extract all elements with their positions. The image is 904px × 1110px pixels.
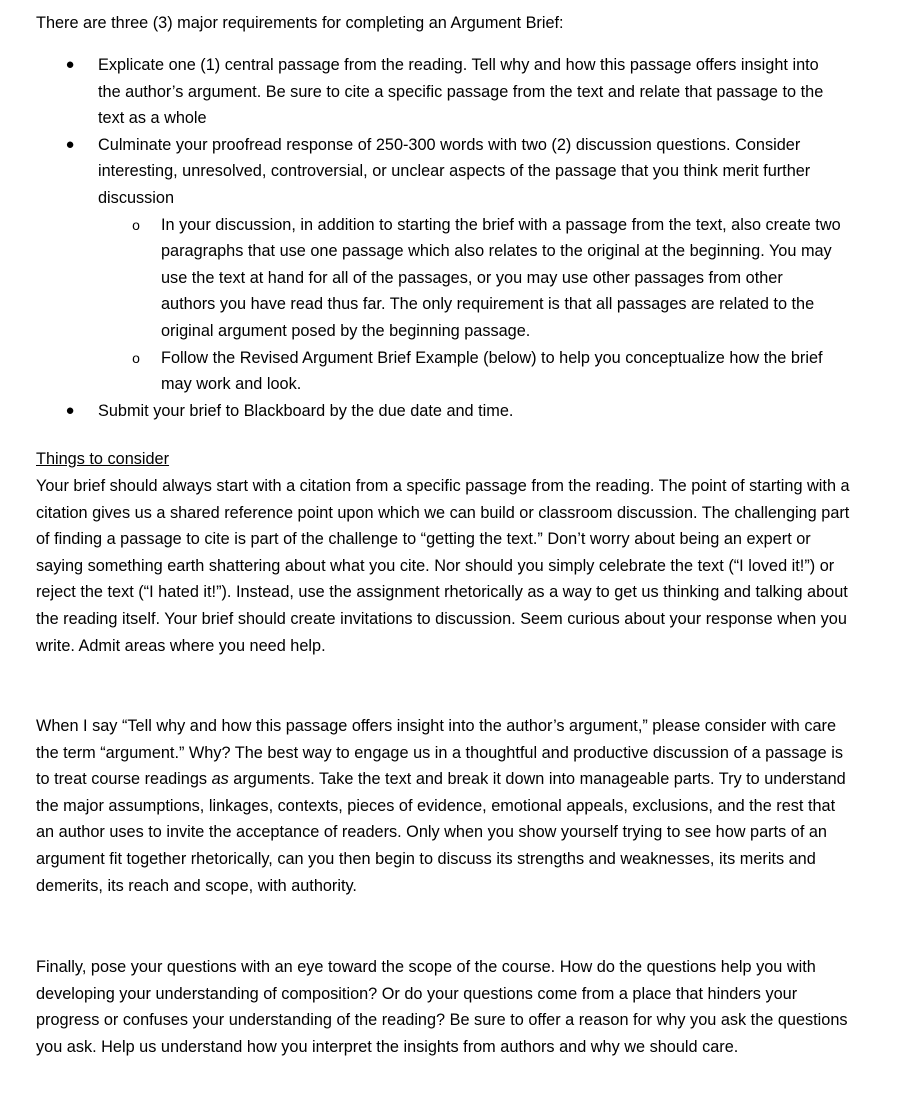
- intro-text: There are three (3) major requirements for completing an Argument Brief:: [36, 14, 564, 32]
- requirement-text: Explicate one (1) central passage from the reading. Tell why and how this passage offers insight into the author’s argument. Be sure to cite a specific passage from the text and relate that passage to the text as a whole: [98, 56, 824, 128]
- requirement-text: Submit your brief to Blackboard by the due date and time.: [98, 401, 514, 420]
- paragraph-text: When I say “Tell why and how this passage offers insight into the author’s argument,” please consider with care the term “argument.” Why? The best way to engage us in a thoughtful and productive discussion of a passage is to treat course readings: [36, 717, 843, 789]
- bullet-icon: ●: [65, 56, 75, 73]
- paragraph-citation: Your brief should always start with a citation from a specific passage from the reading. The point of starting with a citation gives us a shared reference point upon which we can build or classroom discussion. The challenging part of finding a passage to cite is part of the challenge to “getting the text.” Don’t worry about being an expert or saying something earth shattering about what you cite. Nor should you simply celebrate the text (“I loved it!”) or reject the text (“I hated it!”). Instead, use the assignment rhetorically as a way to get us thinking and talking about the reading itself. Your brief should create invitations to discussion. Seem curious about your response when you write. Admit areas where you need help.: [36, 477, 850, 655]
- sub-requirement-item: [130, 212, 866, 345]
- requirement-text: Culminate your proofread response of 250-300 words with two (2) discussion questions. Consider interesting, unresolved, controversial, or unclear aspects of the passage that you think merit further discussion: [98, 135, 811, 207]
- sub-requirement-item: [130, 345, 866, 398]
- sub-requirement-text: In your discussion, in addition to starting the brief with a passage from the text, also create two paragraphs that use one passage which also relates to the original at the beginning. You may use the text at hand for all of the passages, or you may use other passages from other authors you have read thus far. The only requirement is that all passages are related to the original argument posed by the beginning passage.: [161, 215, 841, 340]
- hollow-bullet-icon: o: [132, 216, 140, 233]
- requirement-item: [36, 398, 866, 425]
- emphasis-text: as: [211, 770, 229, 789]
- bullet-icon: ●: [65, 135, 75, 153]
- hollow-bullet-icon: o: [132, 349, 140, 366]
- paragraph-argument: [36, 713, 856, 899]
- bullet-icon: ●: [65, 401, 75, 419]
- requirement-item: [36, 52, 866, 132]
- paragraph-questions: Finally, pose your questions with an eye toward the scope of the course. How do the questions help you with developing your understanding of composition? Or do your questions come from a place that hinders your progress or confuses your understanding of the reading? Be sure to offer a reason for why you ask the questions you ask. Help us understand how you interpret the insights from authors and why we should care.: [36, 958, 848, 1056]
- paragraph-text: arguments. Take the text and break it down into manageable parts. Try to understand the major assumptions, linkages, contexts, pieces of evidence, emotional appeals, exclusions, and the rest that an author uses to invite the acceptance of readers. Only when you show yourself trying to see how parts of an argument fit together rhetorically, can you then begin to discuss its strengths and weaknesses, its merits and demerits, its reach and scope, with authority.: [36, 770, 846, 895]
- requirements-list: [36, 52, 866, 424]
- requirement-item: [36, 132, 866, 212]
- section-heading: Things to consider: [36, 450, 170, 468]
- sub-requirement-text: Follow the Revised Argument Brief Example (below) to help you conceptualize how the brief may work and look.: [161, 348, 823, 394]
